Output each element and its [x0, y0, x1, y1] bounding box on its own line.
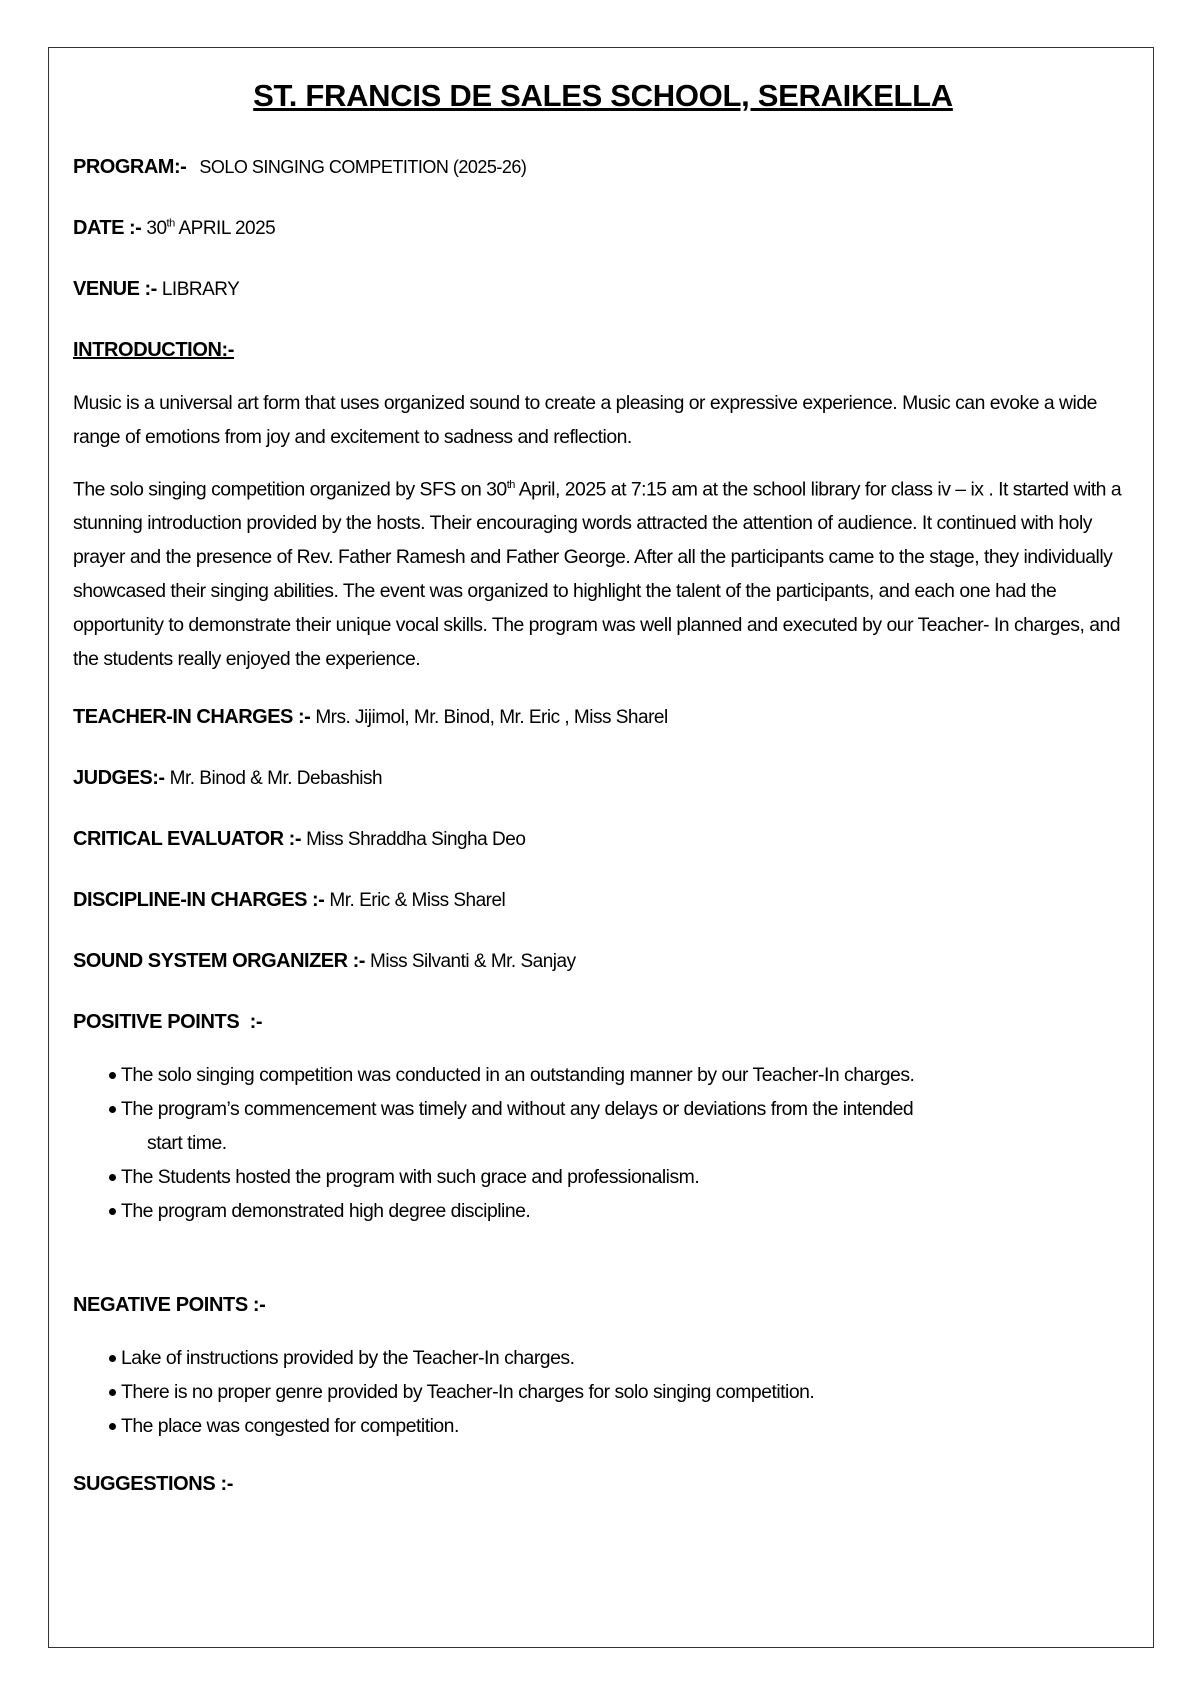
program-value: SOLO SINGING COMPETITION (2025-26)	[199, 157, 527, 177]
list-item	[109, 1092, 1133, 1160]
spacer	[73, 1258, 1133, 1294]
date-rest: APRIL 2025	[178, 218, 276, 239]
bullet-icon	[109, 1208, 116, 1215]
school-title: ST. FRANCIS DE SALES SCHOOL, SERAIKELLA	[253, 78, 953, 113]
venue-field	[73, 278, 1133, 301]
sound-system-label: SOUND SYSTEM ORGANIZER :-	[73, 950, 365, 973]
venue-value: LIBRARY	[161, 279, 240, 300]
list-item	[109, 1409, 1133, 1443]
critical-evaluator-label: CRITICAL EVALUATOR :-	[73, 828, 302, 851]
program-label: PROGRAM:-	[73, 156, 187, 178]
list-item	[109, 1375, 1133, 1409]
date-value	[146, 218, 275, 239]
suggestions-heading: SUGGESTIONS :-	[73, 1473, 233, 1496]
list-item-text: The program demonstrated high degree discipline.	[121, 1200, 531, 1223]
date-suffix: th	[166, 217, 175, 230]
introduction-heading: INTRODUCTION:-	[73, 339, 235, 361]
teacher-in-charges-value: Mrs. Jijimol, Mr. Binod, Mr. Eric , Miss Sharel	[315, 707, 668, 729]
program-field	[73, 156, 1133, 179]
discipline-in-charges-field	[73, 889, 1133, 912]
bullet-icon	[109, 1106, 116, 1113]
negative-points-list	[73, 1341, 1133, 1443]
date-day: 30	[146, 218, 167, 239]
teacher-in-charges-label: TEACHER-IN CHARGES :-	[73, 706, 311, 729]
discipline-in-charges-value: Mr. Eric & Miss Sharel	[329, 890, 506, 912]
para2-part-a: The solo singing competition organized by SFS on 30	[73, 478, 507, 501]
venue-label: VENUE :-	[73, 278, 157, 300]
sound-system-value: Miss Silvanti & Mr. Sanjay	[370, 951, 576, 973]
list-item	[109, 1160, 1133, 1194]
list-item-text: Lake of instructions provided by the Teacher-In charges.	[121, 1347, 575, 1370]
bullet-icon	[109, 1355, 116, 1362]
positive-points-heading: POSITIVE POINTS :-	[73, 1011, 263, 1034]
bullet-icon	[109, 1389, 116, 1396]
teacher-in-charges-field	[73, 706, 1133, 729]
list-item-text: There is no proper genre provided by Teacher-In charges for solo singing competition.	[121, 1381, 815, 1404]
bullet-icon	[109, 1423, 116, 1430]
list-item	[109, 1194, 1133, 1228]
para2-part-b: April, 2025 at 7:15 am at the school library for class iv – ix . It started with a stunning introduction provided by the hosts. Their encouraging words attracted the attention of audience. It continued with holy prayer and the presence of Rev. Father Ramesh and Father George. After all the participants came to the stage, they individually showcased their singing abilities. The event was organized to highlight the talent of the participants, and each one had the opportunity to demonstrate their unique vocal skills. The program was well planned and executed by our Teacher- In charges, and the students really enjoyed the experience.	[73, 478, 1122, 671]
document-body	[73, 78, 1133, 1520]
critical-evaluator-value: Miss Shraddha Singha Deo	[306, 829, 526, 851]
critical-evaluator-field	[73, 828, 1133, 851]
positive-points-list	[73, 1058, 1133, 1228]
list-item	[109, 1058, 1133, 1092]
introduction-paragraph-2	[73, 468, 1133, 676]
list-item	[109, 1341, 1133, 1375]
list-item-text: The Students hosted the program with such grace and professionalism.	[121, 1166, 700, 1189]
judges-label: JUDGES:-	[73, 767, 165, 790]
discipline-in-charges-label: DISCIPLINE-IN CHARGES :-	[73, 889, 325, 912]
list-item-text: The program’s commencement was timely and without any delays or deviations from the intended	[121, 1098, 914, 1121]
date-field	[73, 217, 1133, 240]
list-item-text: The solo singing competition was conducted in an outstanding manner by our Teacher-In charges.	[121, 1064, 915, 1087]
bullet-icon	[109, 1174, 116, 1181]
negative-points-heading: NEGATIVE POINTS :-	[73, 1294, 266, 1317]
introduction-paragraph-1: Music is a universal art form that uses organized sound to create a pleasing or expressive experience. Music can evoke a wide range of emotions from joy and excitement to sadness and reflection.	[73, 392, 1097, 448]
bullet-icon	[109, 1072, 116, 1079]
judges-field	[73, 767, 1133, 790]
sound-system-field	[73, 950, 1133, 973]
para2-sup: th	[506, 479, 515, 491]
list-item-text: The place was congested for competition.	[121, 1415, 459, 1438]
date-label: DATE :-	[73, 217, 142, 239]
list-item-continuation: start time.	[147, 1132, 227, 1155]
judges-value: Mr. Binod & Mr. Debashish	[169, 768, 383, 790]
